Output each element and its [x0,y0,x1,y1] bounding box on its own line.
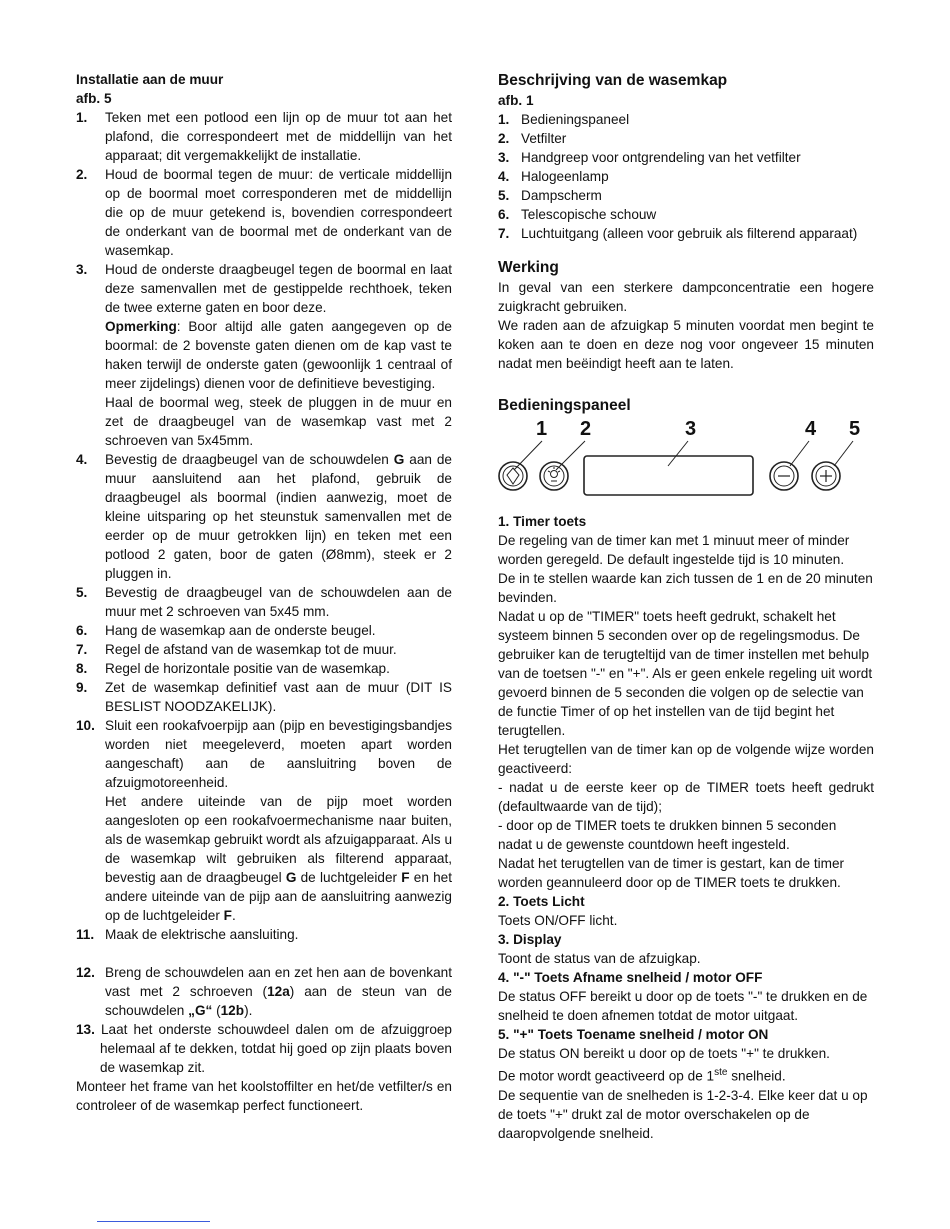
timer-button-icon [499,462,527,490]
part-item: 6. Telescopische schouw [498,207,657,222]
step: 2. Houd de boormal tegen de muur: de verticale middellijn op de boormal moet corresponderen met de middellijn die op de muur getekend is, bovendien correspondeert de onderkant van de boormal met de onderkant van de wasemkap. [76,167,452,258]
part-item: 4. Halogeenlamp [498,169,609,184]
panel-label: 4 [805,418,817,440]
description-title: Beschrijving van de wasemkap [498,72,728,89]
closing-text: Monteer het frame van het koolstoffilter en het/de vetfilter/s en controleer of de wasemkap perfect functioneert. [76,1079,452,1113]
timer-bullet: - nadat u de eerste keer op de TIMER toets heeft gedrukt (defaultwaarde van de tijd); [498,780,874,814]
plus-text: De motor wordt geactiveerd op de 1ste snelheid. [498,1067,786,1084]
minus-title: 4. "-" Toets Afname snelheid / motor OFF [498,970,763,985]
werking-title: Werking [498,259,559,276]
display-title: 3. Display [498,932,562,947]
part-item: 5. Dampscherm [498,188,602,203]
note-label: Opmerking [105,319,177,334]
light-title: 2. Toets Licht [498,894,585,909]
footer-rule [97,1221,210,1222]
panel-label: 1 [536,418,548,440]
display-text: Toont de status van de afzuigkap. [498,951,701,966]
timer-text: Nadat u op de "TIMER" toets heeft gedrukt, schakelt het systeem binnen 5 seconden over op de regelingsmodus. De gebruiker kan de terugteltijd van de timer instellen met behulp van de toetsen "-" en "+". Als er geen enkele regeling uit wordt gevoerd binnen de 5 seconden die volgen op de selectie van de functie Timer of op het instellen van de tijd begint het terugtellen. [498,609,873,738]
minus-text: De status OFF bereikt u door op de toets "-" te drukken en de snelheid te doen afnemen totdat de motor uitgaat. [498,989,868,1023]
timer-bullet: - door op de TIMER toets te drukken binnen 5 seconden nadat u de gewenste countdown heeft ingesteld. [498,818,837,852]
step: 6. Hang de wasemkap aan de onderste beugel. [76,623,376,638]
panel-label: 2 [580,418,592,440]
plus-title: 5. "+" Toets Toename snelheid / motor ON [498,1027,769,1042]
control-panel-title: Bedieningspaneel [498,397,631,414]
werking-text: We raden aan de afzuigkap 5 minuten voordat men begint te koken aan te doen en deze nog voor ongeveer 15 minuten nadat men beëindigt heeft aan te laten. [498,318,874,371]
panel-drawing [498,418,874,504]
step: 9. Zet de wasemkap definitief vast aan de muur (DIT IS BESLIST NOODZAKELIJK). [76,680,452,714]
plus-text: De sequentie van de snelheden is 1-2-3-4. Elke keer dat u op de toets "+" drukt zal de motor overschakelen op de daaropvolgende snelheid. [498,1087,868,1141]
step: 1. Teken met een potlood een lijn op de muur tot aan het plafond, die correspondeert met de middellijn van het apparaat; dit vergemakkelijkt de installatie. [76,110,452,163]
part-item: 1. Bedieningspaneel [498,112,630,127]
part-item: 2. Vetfilter [498,131,567,146]
plus-button-icon [812,462,840,490]
step: 3. Houd de onderste draagbeugel tegen de boormal en laat deze samenvallen met de gestippelde rechthoek, teken de twee externe gaten en boor deze. Opmerking: Boor altijd alle gaten aangegeven op de boormal: de 2 bovenste gaten dienen om de kap vast te haken terwijl de onderste gaten (gewoonlijk 1 centraal of meer zijdelings) dienen voor de definitieve bevestiging. Haal de boormal weg, steek de pluggen in de muur en zet de draagbeugel van de wasemkap vast met 2 schroeven van 5x45mm. [76,262,452,448]
step: 4. Bevestig de draagbeugel van de schouwdelen G aan de muur aansluitend aan het plafond, gebruik de draagbeugel als boormal (indien aanwezig, moet de kleine uitsparing op het steunstuk samenvallen met de eerder op de muur getrokken lijn) en teken met een potlood 2 gaten, boor de gaten (Ø8mm), steek er 2 pluggen in. [76,452,452,581]
step: 10. Sluit een rookafvoerpijp aan (pijp en bevestigingsbandjes worden niet meegeleverd, moeten apart worden aangeschaft) aan de aansluitring boven de afzuigmotoreenheid. Het andere uiteinde van de pijp moet worden aangesloten op een rookafvoermechanisme naar buiten, als de wasemkap gebruikt wordt als afzuigapparaat. Als u de wasemkap wilt gebruiken als filterend apparaat, bevestig aan de draagbeugel G de luchtgeleider F en het andere uiteinde van de pijp aan de aansluitring aanwezig op de luchtgeleider F. [76,718,452,923]
step: 5. Bevestig de draagbeugel van de schouwdelen aan de muur met 2 schroeven van 5x45 mm. [76,585,452,619]
panel-label: 5 [849,418,861,440]
werking-text: In geval van een sterkere dampconcentratie een hogere zuigkracht gebruiken. [498,280,874,314]
step: 13. Laat het onderste schouwdeel dalen om de afzuiggroep helemaal af te dekken, totdat hij goed op zijn plaats boven de wasemkap zit. [76,1022,452,1075]
timer-text: Nadat het terugtellen van de timer is gestart, kan de timer worden geannuleerd door op de TIMER toets te drukken. [498,856,845,890]
light-text: Toets ON/OFF licht. [498,913,618,928]
panel-label: 3 [685,418,697,440]
right-column [498,70,874,1143]
plus-text: De status ON bereikt u door op de toets "+" te drukken. [498,1046,830,1061]
minus-button-icon [770,462,798,490]
part-item: 3. Handgreep voor ontgrendeling van het vetfilter [498,150,801,165]
description-fig: afb. 1 [498,93,534,108]
wall-install-title: Installatie aan de muur [76,72,224,87]
timer-text: De regeling van de timer kan met 1 minuut meer of minder worden geregeld. De default ingestelde tijd is 10 minuten. [498,533,850,567]
timer-text: De in te stellen waarde kan zich tussen de 1 en de 20 minuten bevinden. [498,571,873,605]
control-panel-diagram [498,418,874,504]
light-button-icon [540,462,568,490]
step: 8. Regel de horizontale positie van de wasemkap. [76,661,390,676]
step: 7. Regel de afstand van de wasemkap tot de muur. [76,642,397,657]
timer-title: 1. Timer toets [498,514,587,529]
wall-install-fig: afb. 5 [76,91,112,106]
part-item: 7. Luchtuitgang (alleen voor gebruik als filterend apparaat) [498,226,858,241]
timer-text: Het terugtellen van de timer kan op de volgende wijze worden geactiveerd: [498,742,874,776]
display-screen [584,456,753,495]
step: 12. Breng de schouwdelen aan en zet hen aan de bovenkant vast met 2 schroeven (12a) aan de steun van de schouwdelen „G“ (12b). [76,965,452,1018]
left-column [76,70,452,1115]
step: 11. Maak de elektrische aansluiting. [76,927,299,942]
